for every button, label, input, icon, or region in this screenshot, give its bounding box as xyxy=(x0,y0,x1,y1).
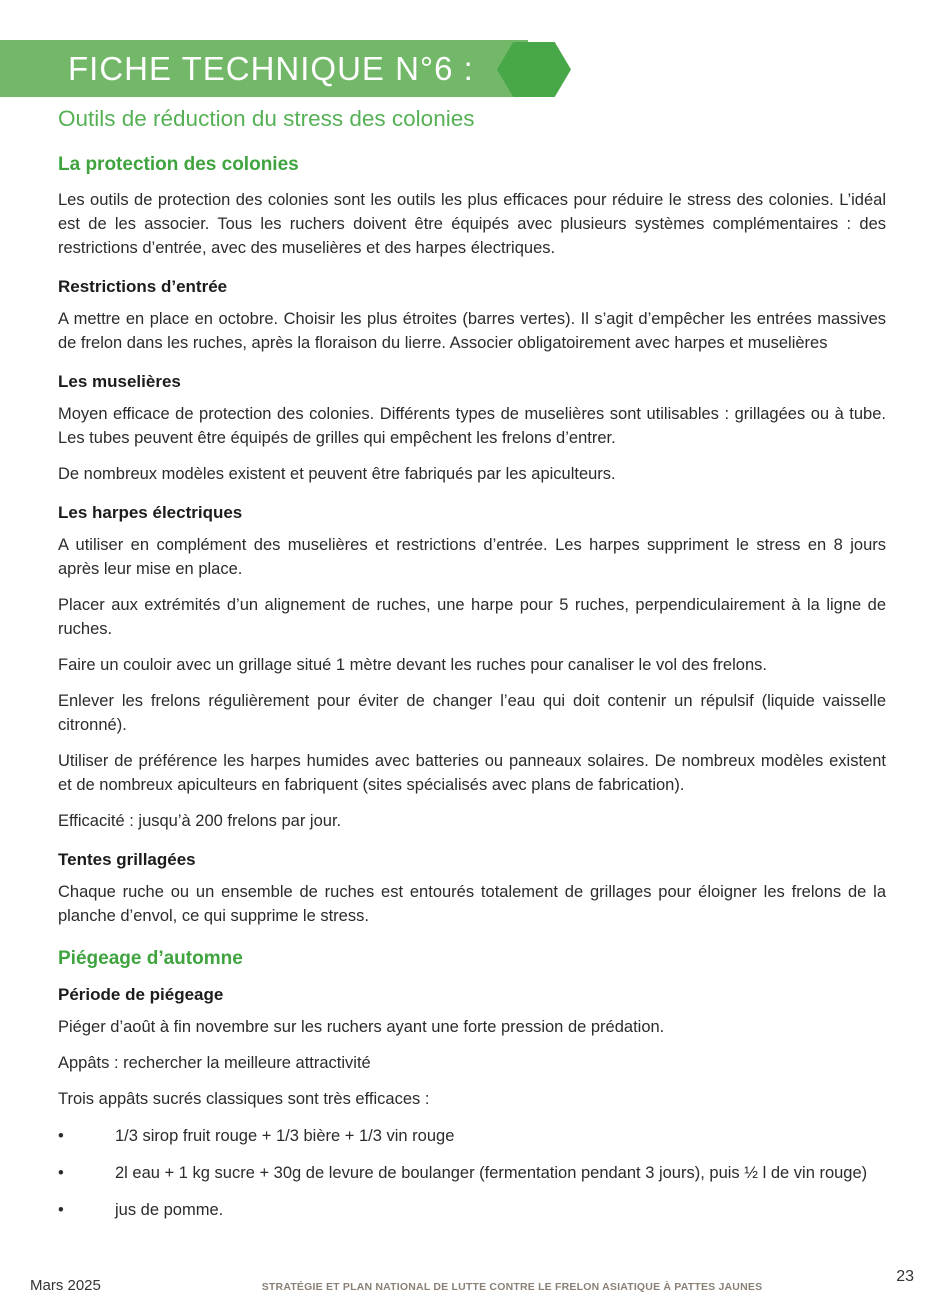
list-item xyxy=(58,1198,886,1222)
page-title: FICHE TECHNIQUE N°6 : xyxy=(68,50,474,87)
list-item-text: 1/3 sirop fruit rouge + 1/3 bière + 1/3 vin rouge xyxy=(115,1127,455,1145)
paragraph: A utiliser en complément des muselières et restrictions d’entrée. Les harpes suppriment le stress en 8 jours après leur mise en place. xyxy=(58,536,886,578)
paragraph: Les outils de protection des colonies sont les outils les plus efficaces pour réduire le stress des colonies. L’idéal est de les associer. Tous les ruchers doivent être équipés avec plusieurs systèmes complémentaires : des restrictions d’entrée, avec des muselières et des harpes électriques. xyxy=(58,191,886,257)
bullet-marker: • xyxy=(58,1127,64,1145)
sub-heading: Période de piégeage xyxy=(58,985,224,1004)
list-item xyxy=(58,1161,886,1185)
section-heading: La protection des colonies xyxy=(58,154,299,175)
section-heading: Piégeage d’automne xyxy=(58,948,243,969)
sub-heading: Restrictions d’entrée xyxy=(58,277,228,296)
paragraph: A mettre en place en octobre. Choisir les plus étroites (barres vertes). Il s’agit d’empêcher les entrées massives de frelon dans les ruches, après la floraison du lierre. Associer obligatoirement avec harpes et muselières xyxy=(58,310,886,352)
paragraph: Enlever les frelons régulièrement pour éviter de changer l’eau qui doit contenir un répulsif (liquide vaisselle citronné). xyxy=(58,692,886,734)
paragraph: De nombreux modèles existent et peuvent être fabriqués par les apiculteurs. xyxy=(58,465,616,483)
list-item-text: jus de pomme. xyxy=(115,1201,224,1219)
paragraph: Moyen efficace de protection des colonies. Différents types de muselières sont utilisables : grillagées ou à tube. Les tubes peuvent être équipés de grilles qui empêchent les frelons d’entrer. xyxy=(58,405,886,447)
paragraph: Appâts : rechercher la meilleure attractivité xyxy=(58,1054,371,1072)
footer-document-title: STRATÉGIE ET PLAN NATIONAL DE LUTTE CONTRE LE FRELON ASIATIQUE À PATTES JAUNES xyxy=(261,1281,763,1293)
sub-heading: Les muselières xyxy=(58,372,181,391)
footer-date: Mars 2025 xyxy=(30,1277,101,1294)
paragraph: Efficacité : jusqu’à 200 frelons par jour. xyxy=(58,812,342,830)
sub-heading: Tentes grillagées xyxy=(58,850,196,869)
paragraph: Utiliser de préférence les harpes humides avec batteries ou panneaux solaires. De nombreux modèles existent et de nombreux apiculteurs en fabriquent (sites spécialisés avec plans de fabrication). xyxy=(58,752,886,794)
paragraph: Placer aux extrémités d’un alignement de ruches, une harpe pour 5 ruches, perpendiculairement à la ligne de ruches. xyxy=(58,596,886,638)
paragraph: Piéger d’août à fin novembre sur les ruchers ayant une forte pression de prédation. xyxy=(58,1018,665,1036)
bullet-marker: • xyxy=(58,1164,64,1182)
page-footer xyxy=(30,1268,914,1294)
sub-heading: Les harpes électriques xyxy=(58,503,243,522)
list-item xyxy=(58,1124,886,1148)
bullet-marker: • xyxy=(58,1201,64,1219)
paragraph: Chaque ruche ou un ensemble de ruches est entourés totalement de grillages pour éloigner les frelons de la planche d’envol, ce qui supprime le stress. xyxy=(58,883,886,925)
list-item-text: 2l eau + 1 kg sucre + 30g de levure de boulanger (fermentation pendant 3 jours), puis ½ l de vin rouge) xyxy=(115,1164,868,1182)
paragraph: Faire un couloir avec un grillage situé 1 mètre devant les ruches pour canaliser le vol des frelons. xyxy=(58,656,767,674)
paragraph: Trois appâts sucrés classiques sont très efficaces : xyxy=(58,1090,430,1108)
page-subtitle: Outils de réduction du stress des colonies xyxy=(58,106,475,131)
footer-page-number: 23 xyxy=(896,1268,914,1285)
